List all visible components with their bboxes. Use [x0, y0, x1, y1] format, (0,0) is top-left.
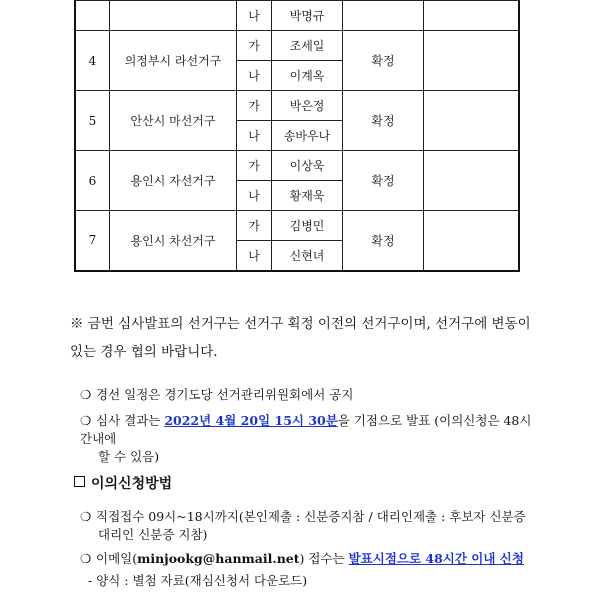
- candidate-symbol: 나: [237, 181, 272, 211]
- result-date-link[interactable]: 2022년 4월 20일 15시 30분: [164, 413, 338, 428]
- district-cell: 용인시 차선거구: [110, 211, 237, 271]
- bullet-item: [80, 412, 540, 466]
- candidate-name: 이계옥: [272, 61, 343, 91]
- checkbox-square-icon: [74, 476, 85, 487]
- row-number: [75, 1, 110, 31]
- note-cell: [424, 151, 520, 211]
- candidate-symbol: 나: [237, 1, 272, 31]
- bullet-text: 직접접수 09시~18시까지(본인제출 : 신분증지참 / 대리인제출 : 후보자 신분증: [96, 509, 526, 524]
- table-row: [75, 151, 519, 181]
- candidate-name: 황재욱: [272, 181, 343, 211]
- table-row: [75, 211, 519, 241]
- row-number: 5: [75, 91, 110, 151]
- candidate-symbol: 나: [237, 121, 272, 151]
- note-cell: [424, 211, 520, 271]
- candidate-symbol: 나: [237, 241, 272, 271]
- candidate-symbol: 가: [237, 91, 272, 121]
- bullet-item: [80, 550, 524, 568]
- candidate-symbol: 나: [237, 61, 272, 91]
- notice-paragraph: ※ 금번 심사발표의 선거구는 선거구 획정 이전의 선거구이며, 선거구에 변동이 있는 경우 협의 바랍니다.: [70, 316, 531, 360]
- candidate-symbol: 가: [237, 31, 272, 61]
- bullet-continuation: 할 수 있음): [98, 449, 160, 464]
- bullet-item: [80, 386, 353, 404]
- row-number: 6: [75, 151, 110, 211]
- candidate-name: 송바우나: [272, 121, 343, 151]
- row-number: 4: [75, 31, 110, 91]
- row-number: 7: [75, 211, 110, 271]
- candidate-name: 이상욱: [272, 151, 343, 181]
- bullet-marker: ❍: [80, 387, 92, 402]
- bullet-text: 심사 결과는: [96, 413, 165, 428]
- table-row: [75, 91, 519, 121]
- result-cell: 확정: [343, 91, 424, 151]
- table-row: [75, 1, 519, 31]
- note-cell: [424, 31, 520, 91]
- district-cell: 의정부시 라선거구: [110, 31, 237, 91]
- district-cell: [110, 1, 237, 31]
- results-table: [74, 0, 520, 272]
- bullet-marker: ❍: [80, 413, 92, 428]
- note-cell: [424, 91, 520, 151]
- candidate-name: 신현녀: [272, 241, 343, 271]
- candidate-name: 조세일: [272, 31, 343, 61]
- bullet-continuation: 대리인 신분증 지참): [98, 527, 208, 542]
- district-cell: 용인시 자선거구: [110, 151, 237, 211]
- bullet-marker: ❍: [80, 551, 92, 566]
- district-cell: 안산시 마선거구: [110, 91, 237, 151]
- bullet-marker: ❍: [80, 509, 92, 524]
- table-row: [75, 31, 519, 61]
- bullet-text: 경선 일정은 경기도당 선거관리위원회에서 공지: [96, 387, 354, 402]
- candidate-symbol: 가: [237, 211, 272, 241]
- candidate-name: 김병민: [272, 211, 343, 241]
- section-title: 이의신청방법: [91, 476, 173, 492]
- candidate-name: 박은정: [272, 91, 343, 121]
- result-cell: 확정: [343, 151, 424, 211]
- result-cell: 확정: [343, 31, 424, 91]
- candidate-name: 박명규: [272, 1, 343, 31]
- result-cell: 확정: [343, 211, 424, 271]
- bullet-text: ) 접수는: [299, 551, 349, 566]
- bullet-item: [80, 508, 540, 544]
- email-address[interactable]: minjookg@hanmail.net: [137, 551, 300, 566]
- candidate-symbol: 가: [237, 151, 272, 181]
- note-cell: [424, 1, 520, 31]
- sub-item: - 양식 : 별첨 자료(재심신청서 다운로드): [88, 573, 308, 588]
- deadline-link[interactable]: 발표시점으로 48시간 이내 신청: [348, 551, 524, 566]
- result-cell: [343, 1, 424, 31]
- bullet-text: 이메일(: [96, 551, 138, 566]
- bullet-text: 을 기점으로 발표 (이의신청은 48시간내에: [80, 413, 532, 446]
- section-heading: [74, 473, 172, 493]
